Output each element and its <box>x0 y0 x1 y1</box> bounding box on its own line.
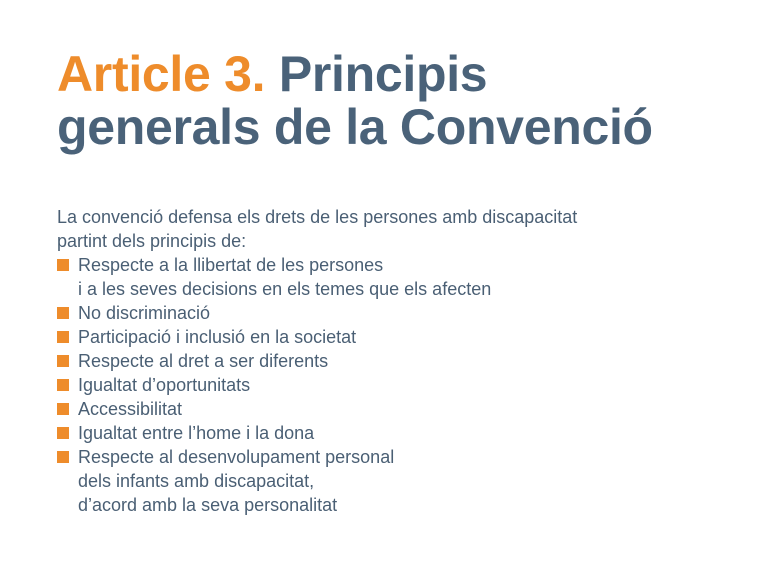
intro-line: La convenció defensa els drets de les persones amb discapacitat <box>57 207 578 227</box>
article-body <box>57 205 757 517</box>
list-item <box>57 301 757 325</box>
list-item-text: d’acord amb la seva personalitat <box>78 495 338 515</box>
list-item <box>57 397 757 421</box>
list-item <box>57 421 757 445</box>
article-number: Article 3. <box>57 46 266 102</box>
intro-paragraph <box>57 205 757 253</box>
list-item-text: Respecte al dret a ser diferents <box>78 351 329 371</box>
square-bullet-icon <box>57 403 69 415</box>
title-text-part2: generals de la Convenció <box>57 99 653 155</box>
page-title <box>57 48 757 154</box>
list-item-text: Igualtat d’oportunitats <box>78 375 251 395</box>
square-bullet-icon <box>57 331 69 343</box>
list-item <box>57 349 757 373</box>
square-bullet-icon <box>57 451 69 463</box>
square-bullet-icon <box>57 379 69 391</box>
principles-list <box>57 253 757 517</box>
square-bullet-icon <box>57 307 69 319</box>
list-item-text: No discriminació <box>78 303 211 323</box>
list-item <box>57 253 757 301</box>
list-item-text: Accessibilitat <box>78 399 183 419</box>
title-text-part1: Principis <box>278 46 488 102</box>
square-bullet-icon <box>57 427 69 439</box>
list-item-text: Respecte a la llibertat de les persones <box>78 255 384 275</box>
list-item-text: Igualtat entre l’home i la dona <box>78 423 315 443</box>
list-item-text: Participació i inclusió en la societat <box>78 327 357 347</box>
square-bullet-icon <box>57 355 69 367</box>
intro-line: partint dels principis de: <box>57 231 247 251</box>
list-item <box>57 445 757 517</box>
list-item <box>57 325 757 349</box>
list-item-text: i a les seves decisions en els temes que els afecten <box>78 279 492 299</box>
list-item <box>57 373 757 397</box>
square-bullet-icon <box>57 259 69 271</box>
list-item-text: Respecte al desenvolupament personal <box>78 447 395 467</box>
list-item-text: dels infants amb discapacitat, <box>78 471 315 491</box>
